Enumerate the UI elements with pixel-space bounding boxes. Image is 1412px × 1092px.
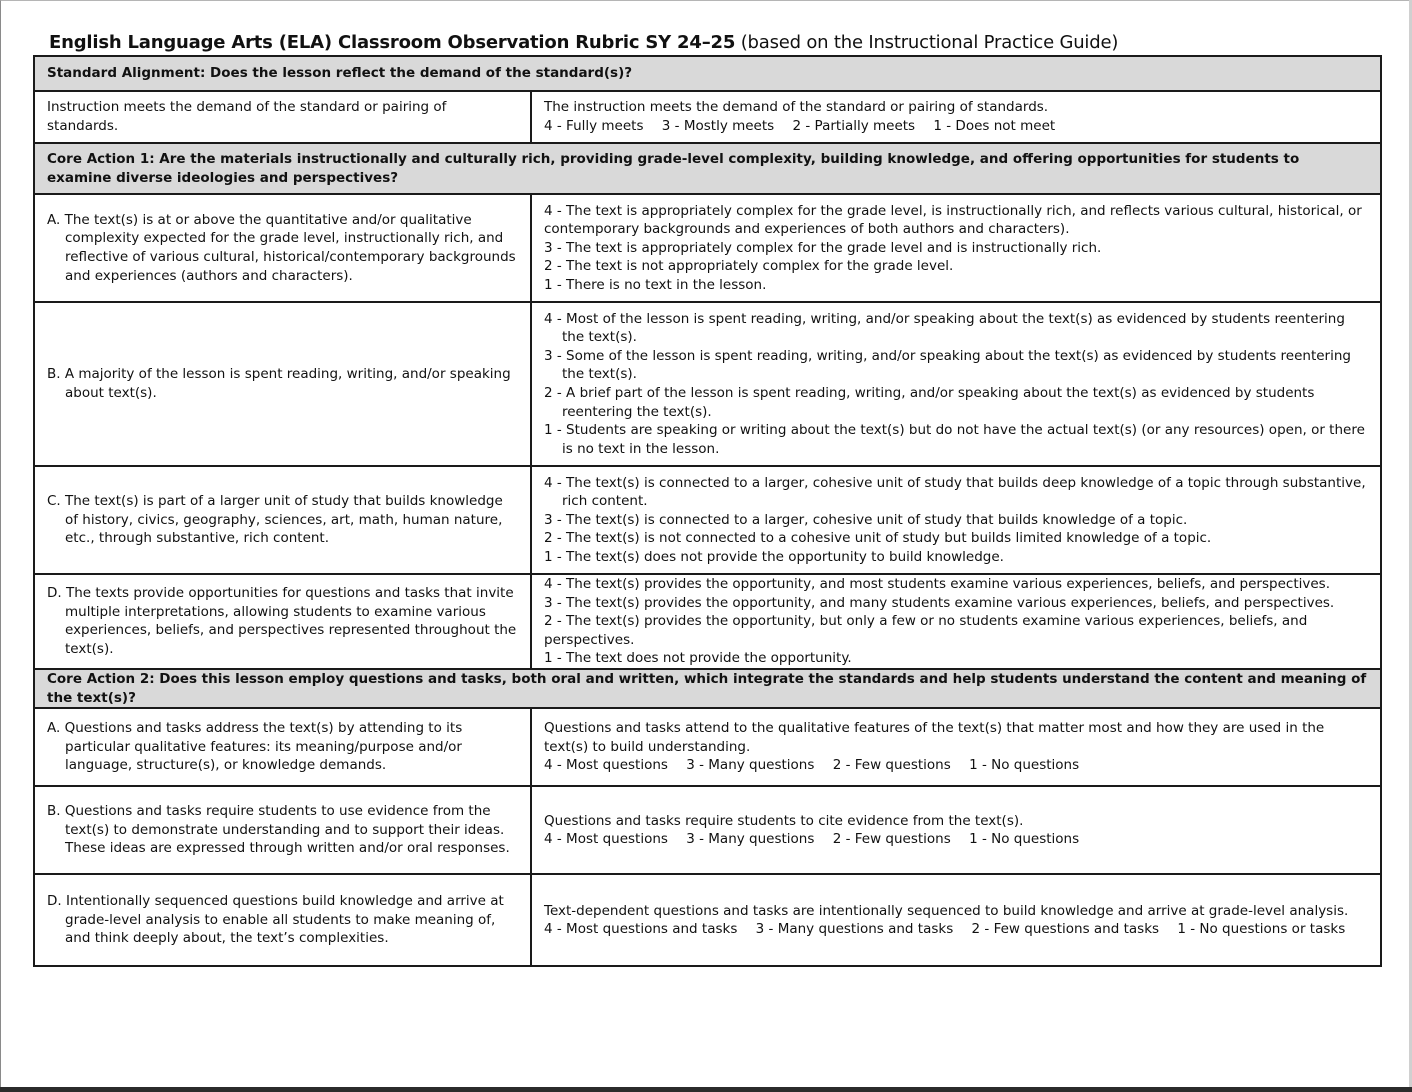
criterion-cell [34, 708, 531, 786]
standard-alignment-header: Standard Alignment: Does the lesson reflect the demand of the standard(s)? [34, 56, 1381, 91]
core-action-1-header: Core Action 1: Are the materials instructionally and culturally rich, providing grade-level complexity, building knowledge, and offering opportunities for students to examine diverse ideologies and perspectives? [34, 143, 1381, 194]
scale-3: 3 - Mostly meets [661, 118, 775, 134]
criterion-cell [34, 91, 531, 143]
criterion-cell [34, 574, 531, 669]
table-row [34, 574, 1381, 669]
table-row [34, 466, 1381, 574]
table-row [34, 786, 1381, 874]
rating-scale [544, 830, 1368, 849]
rating-scale [544, 920, 1368, 939]
level-4: 4 - The text is appropriately complex for the grade level, is instructionally rich, and reflects various cultural, historical, or contemporary backgrounds and experiences of both authors and characters). [544, 202, 1362, 238]
level-1: 1 - The text(s) does not provide the opportunity to build knowledge. [544, 548, 1004, 565]
rubric-table [33, 55, 1382, 967]
document-title [49, 32, 1118, 53]
criterion-text: B. Questions and tasks require students to use evidence from the text(s) to demonstrate understanding and to support their ideas. These ideas are expressed through written and/or oral responses. [47, 803, 510, 857]
level-3: 3 - Some of the lesson is spent reading, writing, and/or speaking about the text(s) as evidenced by students reentering the text(s). [544, 347, 1351, 383]
rating-cell [531, 874, 1381, 966]
level-3: 3 - The text(s) is connected to a larger, cohesive unit of study that builds knowledge of a topic. [544, 511, 1188, 528]
rating-cell [531, 574, 1381, 669]
rating-scale [544, 117, 1368, 136]
rating-description: The instruction meets the demand of the standard or pairing of standards. [544, 99, 1049, 116]
criterion-cell [34, 786, 531, 874]
rating-cell [531, 466, 1381, 574]
section-header-row [34, 56, 1381, 91]
level-4: 4 - Most of the lesson is spent reading, writing, and/or speaking about the text(s) as evidenced by students reentering the text(s). [544, 310, 1345, 346]
rating-cell [531, 786, 1381, 874]
level-4: 4 - The text(s) provides the opportunity, and most students examine various experiences, beliefs, and perspectives. [544, 576, 1330, 592]
level-1: 1 - The text does not provide the opportunity. [544, 650, 852, 667]
table-row [34, 194, 1381, 302]
rating-cell [531, 708, 1381, 786]
rating-cell [531, 91, 1381, 143]
table-row [34, 302, 1381, 466]
criterion-text: C. The text(s) is part of a larger unit of study that builds knowledge of history, civics, geography, sciences, art, math, human nature, etc., through substantive, rich content. [47, 493, 503, 547]
criterion-cell [34, 466, 531, 574]
scale-2: 2 - Few questions [832, 831, 951, 848]
section-header-row [34, 143, 1381, 194]
rating-cell [531, 302, 1381, 466]
rating-cell [531, 194, 1381, 302]
level-3: 3 - The text(s) provides the opportunity, and many students examine various experiences, beliefs, and perspectives. [544, 594, 1335, 611]
table-row [34, 874, 1381, 966]
scale-4: 4 - Most questions [544, 757, 668, 774]
scale-4: 4 - Fully meets [544, 118, 644, 134]
rating-description: Text-dependent questions and tasks are intentionally sequenced to build knowledge and arrive at grade-level analysis. [544, 902, 1349, 919]
criterion-text: B. A majority of the lesson is spent reading, writing, and/or speaking about text(s). [47, 366, 511, 401]
table-row [34, 91, 1381, 143]
criterion-text: A. Questions and tasks address the text(s) by attending to its particular qualitative features: its meaning/purpose and/or language, structure(s), or knowledge demands. [47, 720, 463, 774]
rating-description: Questions and tasks require students to cite evidence from the text(s). [544, 812, 1024, 829]
scale-2: 2 - Few questions and tasks [971, 921, 1160, 938]
core-action-2-header: Core Action 2: Does this lesson employ questions and tasks, both oral and written, which integrate the standards and help students understand the content and meaning of the text(s)? [34, 669, 1381, 708]
level-2: 2 - The text is not appropriately complex for the grade level. [544, 258, 954, 275]
scale-2: 2 - Partially meets [792, 118, 916, 134]
document-title-subtitle: (based on the Instructional Practice Guide) [740, 32, 1119, 53]
scale-2: 2 - Few questions [832, 757, 951, 774]
criterion-cell [34, 874, 531, 966]
document-title-main: English Language Arts (ELA) Classroom Observation Rubric SY 24–25 [49, 32, 736, 53]
scale-3: 3 - Many questions and tasks [755, 921, 954, 938]
level-2: 2 - The text(s) is not connected to a cohesive unit of study but builds limited knowledge of a topic. [544, 530, 1212, 547]
scale-3: 3 - Many questions [686, 831, 815, 848]
rating-description: Questions and tasks attend to the qualitative features of the text(s) that matter most and how they are used in the text(s) to build understanding. [544, 720, 1325, 755]
level-1: 1 - There is no text in the lesson. [544, 276, 767, 293]
criterion-text: D. Intentionally sequenced questions build knowledge and arrive at grade-level analysis to enable all students to make meaning of, and think deeply about, the text’s complexities. [47, 893, 504, 947]
scale-4: 4 - Most questions [544, 831, 668, 848]
scale-1: 1 - Does not meet [933, 118, 1056, 134]
criterion-cell [34, 302, 531, 466]
level-3: 3 - The text is appropriately complex for the grade level and is instructionally rich. [544, 239, 1102, 256]
scale-1: 1 - No questions [969, 757, 1080, 774]
criterion-text: D. The texts provide opportunities for questions and tasks that invite multiple interpretations, allowing students to examine various experiences, beliefs, and perspectives represented throughout the text(s). [47, 585, 517, 658]
level-4: 4 - The text(s) is connected to a larger, cohesive unit of study that builds deep knowledge of a topic through substantive, rich content. [544, 474, 1366, 510]
scale-4: 4 - Most questions and tasks [544, 921, 738, 938]
table-row [34, 708, 1381, 786]
scale-3: 3 - Many questions [686, 757, 815, 774]
level-1: 1 - Students are speaking or writing about the text(s) but do not have the actual text(s) (or any resources) open, or there is no text in the lesson. [544, 422, 1365, 457]
scale-1: 1 - No questions [969, 831, 1080, 848]
level-2: 2 - A brief part of the lesson is spent reading, writing, and/or speaking about the text(s) as evidenced by students reentering the text(s). [544, 385, 1315, 420]
bottom-edge [0, 1087, 1412, 1092]
criterion-text: A. The text(s) is at or above the quantitative and/or qualitative complexity expected for the grade level, instructionally rich, and reflective of various cultural, historical/contemporary backgrounds and experiences (authors and characters). [47, 211, 516, 284]
criterion-text: Instruction meets the demand of the standard or pairing of standards. [47, 99, 447, 134]
criterion-cell [34, 194, 531, 302]
level-2: 2 - The text(s) provides the opportunity, but only a few or no students examine various experiences, beliefs, and perspectives. [544, 613, 1308, 648]
section-header-row [34, 669, 1381, 708]
rating-scale [544, 756, 1368, 775]
scale-1: 1 - No questions or tasks [1177, 921, 1346, 938]
